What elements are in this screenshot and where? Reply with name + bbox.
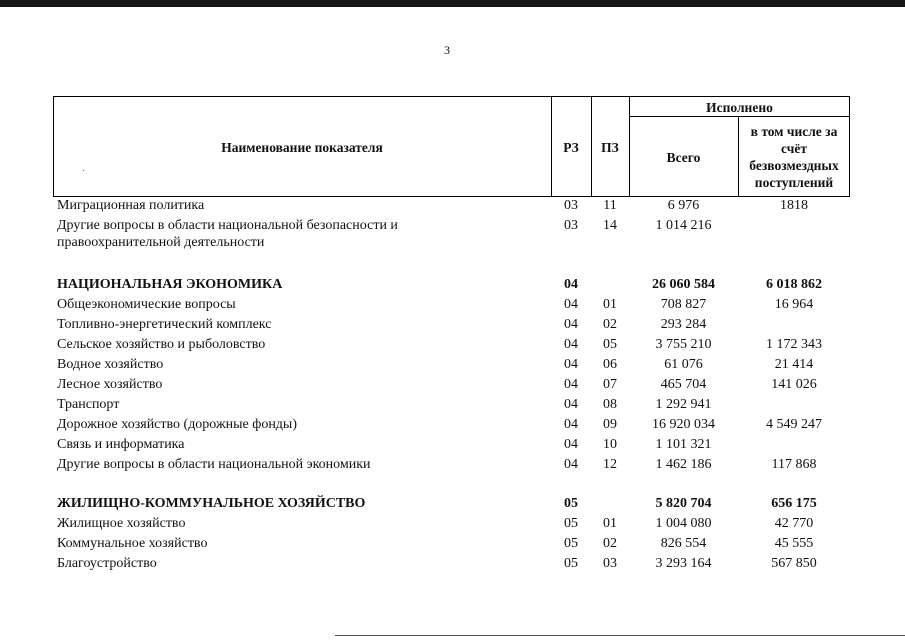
row-label: Миграционная политика (57, 198, 205, 213)
header-free-line4: поступлений (754, 175, 834, 190)
row-rz: 04 (564, 357, 578, 372)
scan-top-border (0, 0, 905, 7)
row-free: 567 850 (771, 556, 817, 571)
page-number: 3 (444, 43, 450, 57)
row-total: 826 554 (660, 536, 707, 551)
row-pz: 01 (603, 516, 617, 531)
row-total: 1 292 941 (655, 397, 712, 412)
row-label: Жилищное хозяйство (57, 516, 186, 531)
row-label: Благоустройство (57, 556, 157, 571)
row-pz: 11 (603, 198, 617, 213)
header-executed-divider (629, 116, 850, 117)
row-total: 6 976 (667, 198, 700, 213)
row-free: 656 175 (771, 496, 817, 511)
row-rz: 05 (564, 536, 578, 551)
row-pz: 05 (603, 337, 617, 352)
row-free: 45 555 (774, 536, 814, 551)
header-free (738, 123, 850, 191)
scan-dot: · (82, 166, 86, 177)
header-executed: Исполнено (706, 100, 773, 115)
row-total: 3 293 164 (655, 556, 712, 571)
row-label: Коммунальное хозяйство (57, 536, 208, 551)
row-total: 5 820 704 (655, 496, 712, 511)
section-label: ЖИЛИЩНО-КОММУНАЛЬНОЕ ХОЗЯЙСТВО (57, 496, 366, 511)
scan-bottom-line (335, 635, 905, 636)
row-pz: 07 (603, 377, 617, 392)
row-rz: 04 (564, 377, 578, 392)
header-free-line1: в том числе за (750, 124, 838, 139)
row-total: 1 462 186 (655, 457, 712, 472)
row-total: 61 076 (664, 357, 703, 372)
row-label: Лесное хозяйство (57, 377, 163, 392)
row-free: 16 964 (774, 297, 814, 312)
row-pz: 02 (603, 317, 617, 332)
row-label: Общеэкономические вопросы (57, 297, 236, 312)
row-free: 1818 (780, 198, 808, 213)
row-rz: 03 (564, 218, 578, 233)
row-total: 293 284 (660, 317, 707, 332)
row-label: Другие вопросы в области национальной экономики (57, 457, 371, 472)
row-label: Топливно-энергетический комплекс (57, 317, 272, 332)
row-label: Дорожное хозяйство (дорожные фонды) (57, 417, 298, 432)
row-rz: 04 (564, 297, 578, 312)
header-free-line3: безвозмездных (749, 158, 839, 173)
row-label: Сельское хозяйство и рыболовство (57, 337, 266, 352)
row-total: 1 004 080 (655, 516, 712, 531)
row-total: 708 827 (660, 297, 707, 312)
row-total: 1 101 321 (655, 437, 712, 452)
row-rz: 04 (564, 417, 578, 432)
row-rz: 05 (564, 496, 578, 511)
row-rz: 04 (564, 397, 578, 412)
row-pz: 08 (603, 397, 617, 412)
row-pz: 14 (603, 218, 617, 233)
row-label-continued: правоохранительной деятельности (57, 235, 265, 250)
row-rz: 04 (564, 457, 578, 472)
header-pz: ПЗ (601, 140, 619, 155)
row-rz: 05 (564, 516, 578, 531)
row-label: Связь и информатика (57, 437, 185, 452)
row-rz: 04 (564, 317, 578, 332)
section-label: НАЦИОНАЛЬНАЯ ЭКОНОМИКА (57, 277, 283, 292)
row-total: 26 060 584 (652, 277, 715, 292)
row-pz: 09 (603, 417, 617, 432)
row-free: 4 549 247 (766, 417, 822, 432)
row-rz: 04 (564, 277, 578, 292)
row-pz: 01 (603, 297, 617, 312)
row-label: Водное хозяйство (57, 357, 164, 372)
row-label: Другие вопросы в области национальной безопасности и (57, 218, 398, 233)
row-rz: 05 (564, 556, 578, 571)
row-pz: 10 (603, 437, 617, 452)
row-pz: 06 (603, 357, 617, 372)
header-bottom-border (53, 196, 850, 197)
header-total: Всего (666, 150, 701, 165)
row-rz: 04 (564, 337, 578, 352)
row-total: 1 014 216 (655, 218, 712, 233)
row-free: 1 172 343 (766, 337, 822, 352)
header-name: Наименование показателя (221, 140, 383, 155)
row-pz: 12 (603, 457, 617, 472)
row-pz: 03 (603, 556, 617, 571)
row-total: 3 755 210 (655, 337, 712, 352)
row-label: Транспорт (57, 397, 120, 412)
row-free: 141 026 (771, 377, 817, 392)
row-rz: 03 (564, 198, 578, 213)
header-free-line2: счёт (781, 141, 807, 156)
row-free: 42 770 (774, 516, 814, 531)
header-top-border (53, 96, 850, 97)
row-pz: 02 (603, 536, 617, 551)
row-total: 16 920 034 (652, 417, 715, 432)
row-rz: 04 (564, 437, 578, 452)
row-free: 21 414 (774, 357, 814, 372)
row-free: 117 868 (771, 457, 817, 472)
row-total: 465 704 (660, 377, 707, 392)
header-rz: РЗ (563, 140, 579, 155)
row-free: 6 018 862 (766, 277, 822, 292)
